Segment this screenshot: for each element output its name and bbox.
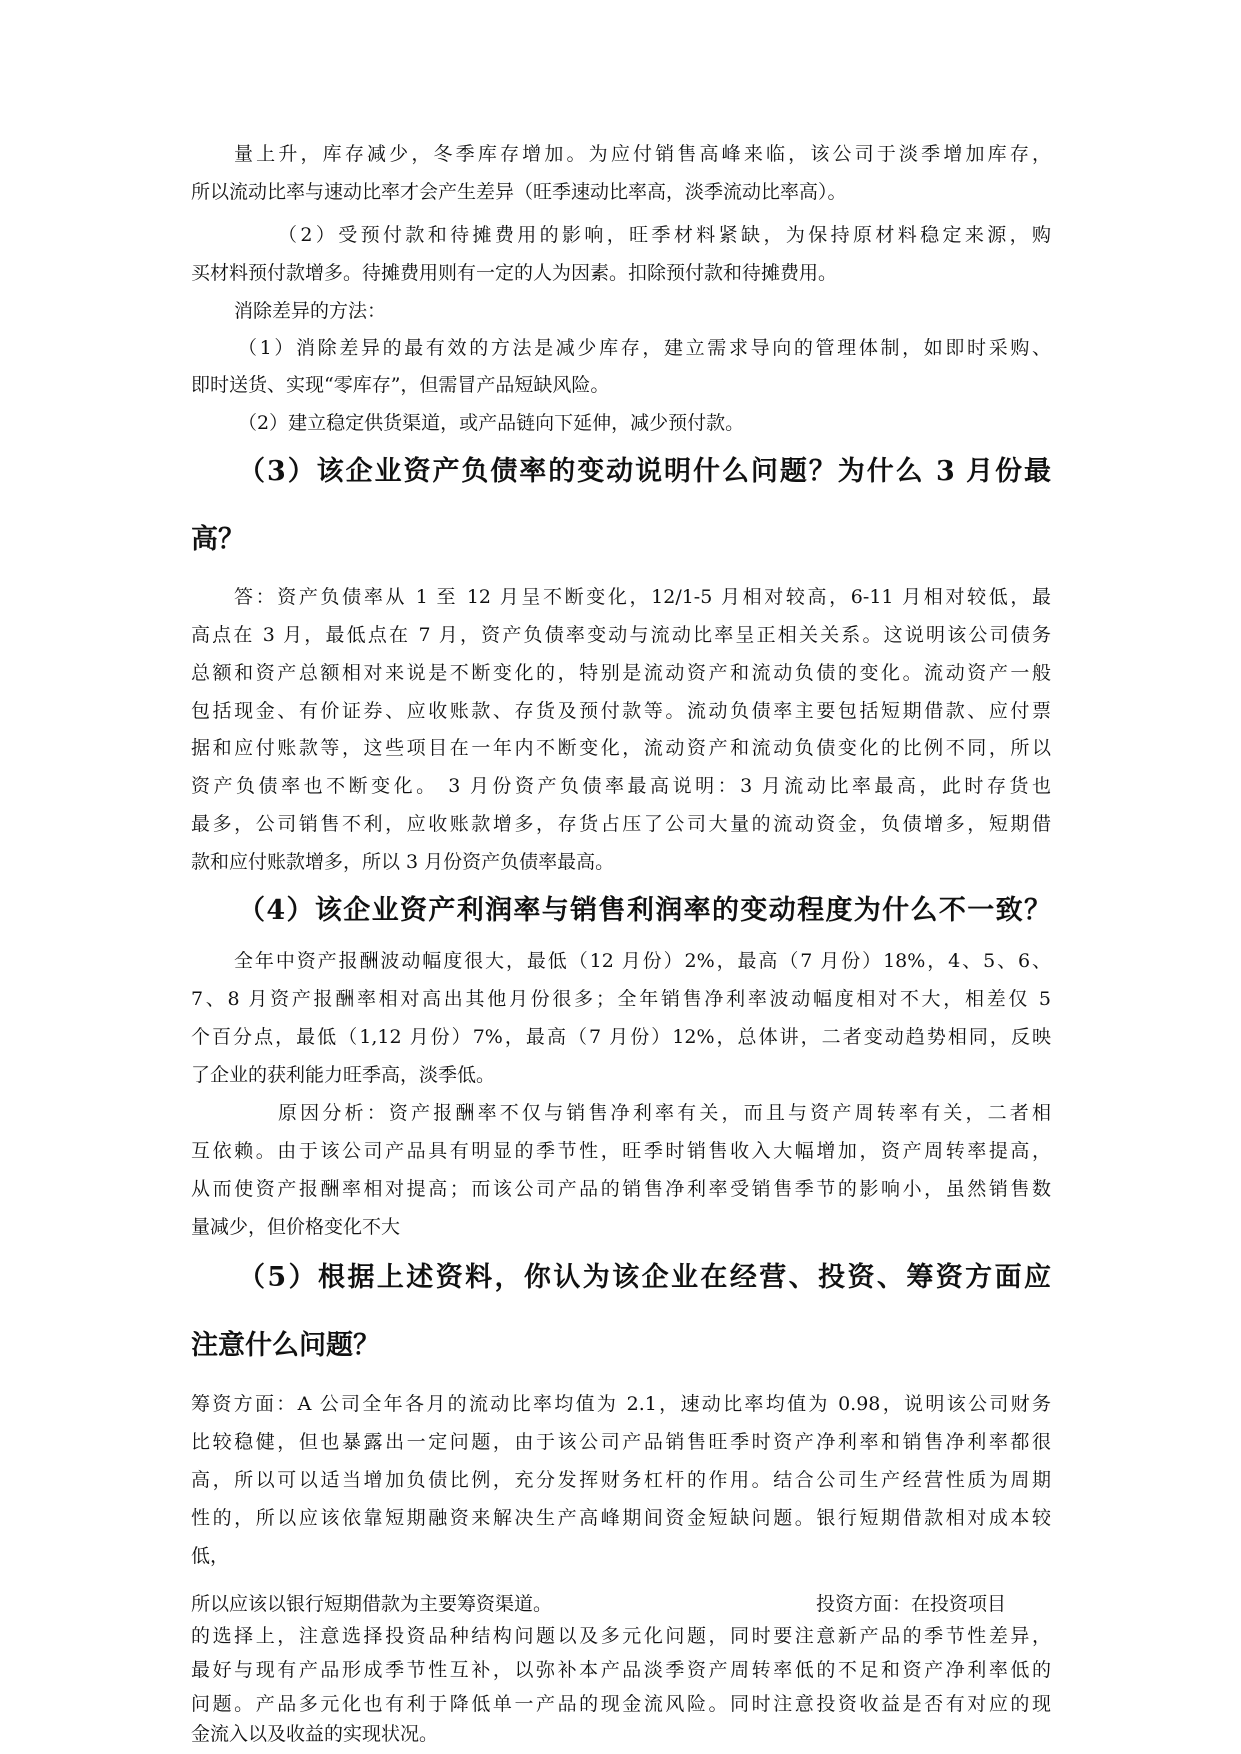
paragraph-line: 投资方面：在投资项目 xyxy=(816,1593,1007,1615)
paragraph-line: 问题。产品多元化也有利于降低单一产品的现金流风险。同时注意投资收益是否有对应的现 xyxy=(191,1693,1051,1715)
paragraph-line: 筹资方面：A 公司全年各月的流动比率均值为 2.1，速动比率均值为 0.98，说明该公司财务 xyxy=(191,1393,1051,1415)
paragraph-line: 据和应付账款等，这些项目在一年内不断变化，流动资产和流动负债变化的比例不同，所以 xyxy=(191,737,1051,759)
paragraph-line: 所以流动比率与速动比率才会产生差异（旺季速动比率高，淡季流动比率高）。 xyxy=(191,181,847,203)
section-heading-5: （5）根据上述资料，你认为该企业在经营、投资、筹资方面应 xyxy=(238,1262,1051,1293)
paragraph-line: 量减少，但价格变化不大 xyxy=(191,1216,401,1238)
paragraph-line: 个百分点，最低（1,12 月份）7%，最高（7 月份）12%，总体讲，二者变动趋势相同，反映 xyxy=(191,1026,1051,1048)
paragraph-line: 金流入以及收益的实现状况。 xyxy=(191,1723,439,1745)
paragraph-line: 低， xyxy=(191,1545,230,1567)
section-heading-4: （4）该企业资产利润率与销售利润率的变动程度为什么不一致？ xyxy=(238,895,1051,926)
paragraph-line: 即时送货、实现“零库存”，但需冒产品短缺风险。 xyxy=(191,374,610,396)
paragraph-line: 资产负债率也不断变化。 3 月份资产负债率最高说明：3 月流动比率最高，此时存货也 xyxy=(191,775,1051,797)
paragraph-line: 款和应付账款增多，所以 3 月份资产负债率最高。 xyxy=(191,851,615,873)
paragraph-line: 从而使资产报酬率相对提高；而该公司产品的销售净利率受销售季节的影响小，虽然销售数 xyxy=(191,1178,1051,1200)
paragraph-line: 的选择上，注意选择投资品种结构问题以及多元化问题，同时要注意新产品的季节性差异， xyxy=(191,1625,1051,1647)
section-heading-3: （3）该企业资产负债率的变动说明什么问题？为什么 3 月份最 xyxy=(238,456,1051,487)
paragraph-line: 最好与现有产品形成季节性互补，以弥补本产品淡季资产周转率低的不足和资产净利率低的 xyxy=(191,1659,1051,1681)
paragraph-line: 最多，公司销售不利，应收账款增多，存货占压了公司大量的流动资金，负债增多，短期借 xyxy=(191,813,1051,835)
section-heading-3-continued: 高？ xyxy=(191,524,245,555)
paragraph-line: 性的，所以应该依靠短期融资来解决生产高峰期间资金短缺问题。银行短期借款相对成本较 xyxy=(191,1507,1051,1529)
paragraph-line: （1）消除差异的最有效的方法是减少库存，建立需求导向的管理体制，如即时采购、 xyxy=(238,337,1051,359)
paragraph-line: （2）受预付款和待摊费用的影响，旺季材料紧缺，为保持原材料稳定来源，购 xyxy=(278,224,1051,246)
paragraph-line: 高，所以可以适当增加负债比例，充分发挥财务杠杆的作用。结合公司生产经营性质为周期 xyxy=(191,1469,1051,1491)
paragraph-line: 量上升，库存减少，冬季库存增加。为应付销售高峰来临，该公司于淡季增加库存， xyxy=(234,143,1051,165)
paragraph-line: 买材料预付款增多。待摊费用则有一定的人为因素。扣除预付款和待摊费用。 xyxy=(191,262,838,284)
paragraph-line: 包括现金、有价证券、应收账款、存货及预付款等。流动负债率主要包括短期借款、应付票 xyxy=(191,700,1051,722)
paragraph-line: 全年中资产报酬波动幅度很大，最低（12 月份）2%，最高（7 月份）18%，4、5、6、 xyxy=(234,950,1051,972)
paragraph-line: 了企业的获利能力旺季高，淡季低。 xyxy=(191,1064,496,1086)
paragraph-line: 答：资产负债率从 1 至 12 月呈不断变化，12/1-5 月相对较高，6-11 月相对较低，最 xyxy=(234,586,1051,608)
paragraph-line: 7、8 月资产报酬率相对高出其他月份很多；全年销售净利率波动幅度相对不大，相差仅 5 xyxy=(191,988,1051,1010)
paragraph-line: （2）建立稳定供货渠道，或产品链向下延伸，减少预付款。 xyxy=(238,412,745,434)
paragraph-line: 所以应该以银行短期借款为主要筹资渠道。 xyxy=(191,1593,553,1615)
paragraph-line: 消除差异的方法： xyxy=(234,300,387,322)
paragraph-line: 比较稳健，但也暴露出一定问题，由于该公司产品销售旺季时资产净利率和销售净利率都很 xyxy=(191,1431,1051,1453)
paragraph-line: 高点在 3 月，最低点在 7 月，资产负债率变动与流动比率呈正相关关系。这说明该公司债务 xyxy=(191,624,1051,646)
paragraph-line: 总额和资产总额相对来说是不断变化的，特别是流动资产和流动负债的变化。流动资产一般 xyxy=(191,662,1051,684)
paragraph-line: 原因分析：资产报酬率不仅与销售净利率有关，而且与资产周转率有关，二者相 xyxy=(278,1102,1051,1124)
section-heading-5-continued: 注意什么问题？ xyxy=(191,1330,380,1361)
paragraph-line: 互依赖。由于该公司产品具有明显的季节性，旺季时销售收入大幅增加，资产周转率提高， xyxy=(191,1140,1051,1162)
